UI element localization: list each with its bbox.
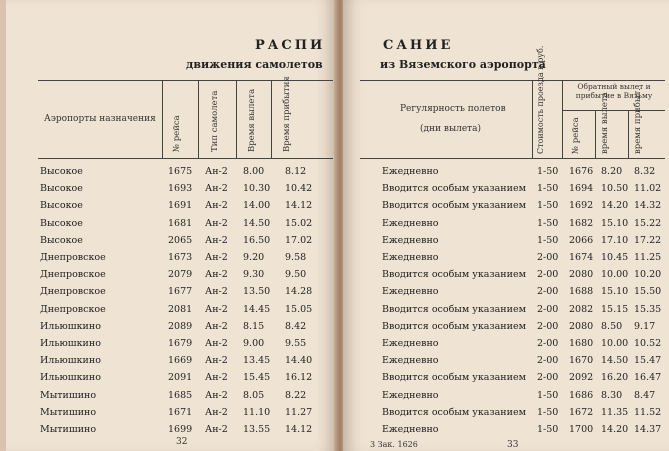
return-departure-cell: 10.00 <box>601 338 629 349</box>
return-arrival-cell: 15.50 <box>634 286 662 298</box>
plane-type-cell: Ан-2 <box>205 183 228 195</box>
table-row <box>0 424 669 441</box>
col-divider <box>628 110 629 158</box>
flight-cell: 1671 <box>168 406 193 418</box>
flight-cell: 1691 <box>168 200 193 212</box>
header-return-arrival: время прибыт. <box>633 88 643 154</box>
destination-cell: Высокое <box>40 217 83 229</box>
header-regularity-sub: (дни вылета) <box>420 124 482 134</box>
return-arrival-cell: 14.37 <box>634 424 662 435</box>
departure-cell: 9.20 <box>243 252 265 263</box>
flight-cell: 1669 <box>168 355 193 367</box>
header-top-rule-right <box>360 80 665 81</box>
regularity-cell: Ежедневно <box>382 389 439 401</box>
plane-type-cell: Ан-2 <box>205 389 228 401</box>
regularity-cell: Вводится особым указанием <box>382 320 526 332</box>
destination-cell: Ильюшкино <box>40 338 101 349</box>
destination-cell: Мытишино <box>40 389 97 401</box>
destination-cell: Мытишино <box>40 424 97 435</box>
plane-type-cell: Ан-2 <box>205 320 228 332</box>
destination-cell: Днепровское <box>40 303 106 315</box>
header-arrival: Время прибытия <box>282 76 292 152</box>
regularity-cell: Вводится особым указанием <box>382 372 526 384</box>
departure-cell: 11.10 <box>243 406 271 418</box>
return-departure-cell: 10.45 <box>601 252 629 263</box>
destination-cell: Высокое <box>40 183 83 195</box>
arrival-cell: 9.58 <box>285 252 307 263</box>
regularity-cell: Ежедневно <box>382 338 439 349</box>
table-row <box>0 166 669 183</box>
header-return-group: Обратный вылет и прибытие в Вязьму <box>575 82 653 100</box>
departure-cell: 15.45 <box>243 372 271 384</box>
regularity-cell: Вводится особым указанием <box>382 269 526 281</box>
table-row <box>0 183 669 200</box>
departure-cell: 14.50 <box>243 217 271 229</box>
table-row <box>0 200 669 217</box>
return-flight-cell: 1682 <box>569 217 594 229</box>
arrival-cell: 8.12 <box>285 166 307 177</box>
regularity-cell: Ежедневно <box>382 286 439 298</box>
table-row <box>0 269 669 286</box>
subtitle-left: движения самолетов <box>186 58 323 71</box>
header-departure: Время вылета <box>247 88 257 152</box>
return-flight-cell: 1700 <box>569 424 594 435</box>
return-departure-cell: 15.10 <box>601 286 629 298</box>
return-arrival-cell: 8.47 <box>634 389 656 401</box>
flight-cell: 1675 <box>168 166 193 177</box>
return-arrival-cell: 15.35 <box>634 303 662 315</box>
return-arrival-cell: 10.52 <box>634 338 662 349</box>
departure-cell: 13.55 <box>243 424 271 435</box>
destination-cell: Днепровское <box>40 286 106 298</box>
table-row <box>0 252 669 269</box>
destination-cell: Мытишино <box>40 406 97 418</box>
flight-cell: 2091 <box>168 372 193 384</box>
table-row <box>0 235 669 252</box>
plane-type-cell: Ан-2 <box>205 355 228 367</box>
return-group-rule <box>562 110 665 111</box>
table-row <box>0 407 669 424</box>
cost-cell: 1-50 <box>537 389 559 401</box>
return-departure-cell: 8.20 <box>601 166 623 177</box>
table-row <box>0 355 669 372</box>
arrival-cell: 14.28 <box>285 286 313 298</box>
departure-cell: 13.45 <box>243 355 271 367</box>
cost-cell: 2-00 <box>537 303 559 315</box>
return-departure-cell: 14.20 <box>601 424 629 435</box>
header-bottom-rule-right <box>360 158 665 159</box>
plane-type-cell: Ан-2 <box>205 166 228 177</box>
return-flight-cell: 1694 <box>569 183 594 195</box>
return-departure-cell: 17.10 <box>601 234 629 246</box>
col-divider <box>562 80 563 158</box>
regularity-cell: Ежедневно <box>382 424 439 435</box>
col-divider <box>595 110 596 158</box>
header-flight-left: № рейса <box>172 115 182 152</box>
cost-cell: 1-50 <box>537 406 559 418</box>
departure-cell: 14.00 <box>243 200 271 212</box>
destination-cell: Ильюшкино <box>40 355 101 367</box>
col-divider <box>198 80 199 158</box>
arrival-cell: 15.05 <box>285 303 313 315</box>
arrival-cell: 10.42 <box>285 183 313 195</box>
flight-cell: 1677 <box>168 286 193 298</box>
return-arrival-cell: 15.22 <box>634 217 662 229</box>
plane-type-cell: Ан-2 <box>205 234 228 246</box>
cost-cell: 2-00 <box>537 372 559 384</box>
regularity-cell: Вводится особым указанием <box>382 200 526 212</box>
cost-cell: 1-50 <box>537 183 559 195</box>
arrival-cell: 11.27 <box>285 406 313 418</box>
return-flight-cell: 1674 <box>569 252 594 263</box>
flight-cell: 1699 <box>168 424 193 435</box>
return-departure-cell: 14.20 <box>601 200 629 212</box>
table-row <box>0 321 669 338</box>
return-departure-cell: 15.15 <box>601 303 629 315</box>
return-flight-cell: 1670 <box>569 355 594 367</box>
destination-cell: Днепровское <box>40 269 106 281</box>
plane-type-cell: Ан-2 <box>205 286 228 298</box>
departure-cell: 8.15 <box>243 320 265 332</box>
return-arrival-cell: 10.20 <box>634 269 662 281</box>
departure-cell: 9.00 <box>243 338 265 349</box>
return-departure-cell: 16.20 <box>601 372 629 384</box>
return-flight-cell: 1686 <box>569 389 594 401</box>
plane-type-cell: Ан-2 <box>205 269 228 281</box>
header-cost: Стоимость проезда в руб. <box>536 45 545 154</box>
destination-cell: Ильюшкино <box>40 372 101 384</box>
departure-cell: 13.50 <box>243 286 271 298</box>
header-plane-type: Тип самолета <box>210 90 220 152</box>
table-row <box>0 390 669 407</box>
regularity-cell: Ежедневно <box>382 355 439 367</box>
return-arrival-cell: 11.02 <box>634 183 662 195</box>
destination-cell: Днепровское <box>40 252 106 263</box>
return-flight-cell: 2080 <box>569 320 594 332</box>
page-number-right: 33 <box>507 440 519 450</box>
cost-cell: 1-50 <box>537 166 559 177</box>
regularity-cell: Вводится особым указанием <box>382 406 526 418</box>
return-departure-cell: 14.50 <box>601 355 629 367</box>
return-flight-cell: 1688 <box>569 286 594 298</box>
return-arrival-cell: 16.47 <box>634 372 662 384</box>
arrival-cell: 14.40 <box>285 355 313 367</box>
return-departure-cell: 11.35 <box>601 406 629 418</box>
plane-type-cell: Ан-2 <box>205 338 228 349</box>
regularity-cell: Вводится особым указанием <box>382 303 526 315</box>
flight-cell: 2089 <box>168 320 193 332</box>
return-arrival-cell: 11.25 <box>634 252 662 263</box>
arrival-cell: 8.22 <box>285 389 307 401</box>
header-bottom-rule-left <box>38 158 333 159</box>
return-departure-cell: 15.10 <box>601 217 629 229</box>
printer-mark: 3 Зак. 1626 <box>370 440 418 449</box>
return-flight-cell: 1680 <box>569 338 594 349</box>
plane-type-cell: Ан-2 <box>205 303 228 315</box>
flight-cell: 2065 <box>168 234 193 246</box>
title-right-part: САНИЕ <box>383 38 454 53</box>
arrival-cell: 17.02 <box>285 234 313 246</box>
plane-type-cell: Ан-2 <box>205 372 228 384</box>
departure-cell: 8.00 <box>243 166 265 177</box>
header-regularity: Регулярность полетов <box>400 104 506 114</box>
flight-cell: 1685 <box>168 389 193 401</box>
regularity-cell: Ежедневно <box>382 217 439 229</box>
destination-cell: Высокое <box>40 166 83 177</box>
cost-cell: 2-00 <box>537 286 559 298</box>
table-row <box>0 218 669 235</box>
flight-cell: 1693 <box>168 183 193 195</box>
header-flight-right: № рейса <box>571 117 581 154</box>
departure-cell: 8.05 <box>243 389 265 401</box>
col-divider <box>162 80 163 158</box>
return-arrival-cell: 14.32 <box>634 200 662 212</box>
departure-cell: 10.30 <box>243 183 271 195</box>
regularity-cell: Ежедневно <box>382 252 439 263</box>
plane-type-cell: Ан-2 <box>205 252 228 263</box>
cost-cell: 2-00 <box>537 338 559 349</box>
return-flight-cell: 1692 <box>569 200 594 212</box>
return-flight-cell: 1676 <box>569 166 594 177</box>
destination-cell: Ильюшкино <box>40 320 101 332</box>
return-arrival-cell: 9.17 <box>634 320 656 332</box>
departure-cell: 9.30 <box>243 269 265 281</box>
plane-type-cell: Ан-2 <box>205 200 228 212</box>
return-arrival-cell: 8.32 <box>634 166 656 177</box>
cost-cell: 1-50 <box>537 217 559 229</box>
arrival-cell: 9.55 <box>285 338 307 349</box>
table-row <box>0 338 669 355</box>
return-departure-cell: 8.50 <box>601 320 623 332</box>
flight-cell: 1679 <box>168 338 193 349</box>
return-flight-cell: 2092 <box>569 372 594 384</box>
arrival-cell: 8.42 <box>285 320 307 332</box>
cost-cell: 2-00 <box>537 355 559 367</box>
return-arrival-cell: 15.47 <box>634 355 662 367</box>
regularity-cell: Вводится особым указанием <box>382 183 526 195</box>
subtitle-right: из Вяземского аэропорта <box>380 58 546 71</box>
return-flight-cell: 1672 <box>569 406 594 418</box>
arrival-cell: 14.12 <box>285 200 313 212</box>
return-departure-cell: 8.30 <box>601 389 623 401</box>
return-departure-cell: 10.00 <box>601 269 629 281</box>
arrival-cell: 15.02 <box>285 217 313 229</box>
plane-type-cell: Ан-2 <box>205 217 228 229</box>
return-flight-cell: 2082 <box>569 303 594 315</box>
col-divider <box>271 80 272 158</box>
flight-cell: 1673 <box>168 252 193 263</box>
header-destination: Аэропорты назначения <box>44 114 156 124</box>
col-divider <box>532 80 533 158</box>
cost-cell: 2-00 <box>537 320 559 332</box>
arrival-cell: 14.12 <box>285 424 313 435</box>
table-row <box>0 286 669 303</box>
destination-cell: Высокое <box>40 234 83 246</box>
page-number-left: 32 <box>176 437 188 447</box>
table-row <box>0 304 669 321</box>
table-row <box>0 372 669 389</box>
cost-cell: 2-00 <box>537 269 559 281</box>
return-flight-cell: 2080 <box>569 269 594 281</box>
cost-cell: 1-50 <box>537 424 559 435</box>
flight-cell: 2081 <box>168 303 193 315</box>
col-divider <box>236 80 237 158</box>
return-arrival-cell: 11.52 <box>634 406 662 418</box>
departure-cell: 14.45 <box>243 303 271 315</box>
title-left-part: РАСПИ <box>255 38 326 53</box>
regularity-cell: Ежедневно <box>382 234 439 246</box>
cost-cell: 1-50 <box>537 200 559 212</box>
plane-type-cell: Ан-2 <box>205 406 228 418</box>
return-departure-cell: 10.50 <box>601 183 629 195</box>
cost-cell: 2-00 <box>537 252 559 263</box>
header-return-departure: время вылета <box>600 92 610 154</box>
return-flight-cell: 2066 <box>569 234 594 246</box>
flight-cell: 1681 <box>168 217 193 229</box>
departure-cell: 16.50 <box>243 234 271 246</box>
destination-cell: Высокое <box>40 200 83 212</box>
plane-type-cell: Ан-2 <box>205 424 228 435</box>
arrival-cell: 9.50 <box>285 269 307 281</box>
arrival-cell: 16.12 <box>285 372 313 384</box>
cost-cell: 1-50 <box>537 234 559 246</box>
regularity-cell: Ежедневно <box>382 166 439 177</box>
flight-cell: 2079 <box>168 269 193 281</box>
return-arrival-cell: 17.22 <box>634 234 662 246</box>
